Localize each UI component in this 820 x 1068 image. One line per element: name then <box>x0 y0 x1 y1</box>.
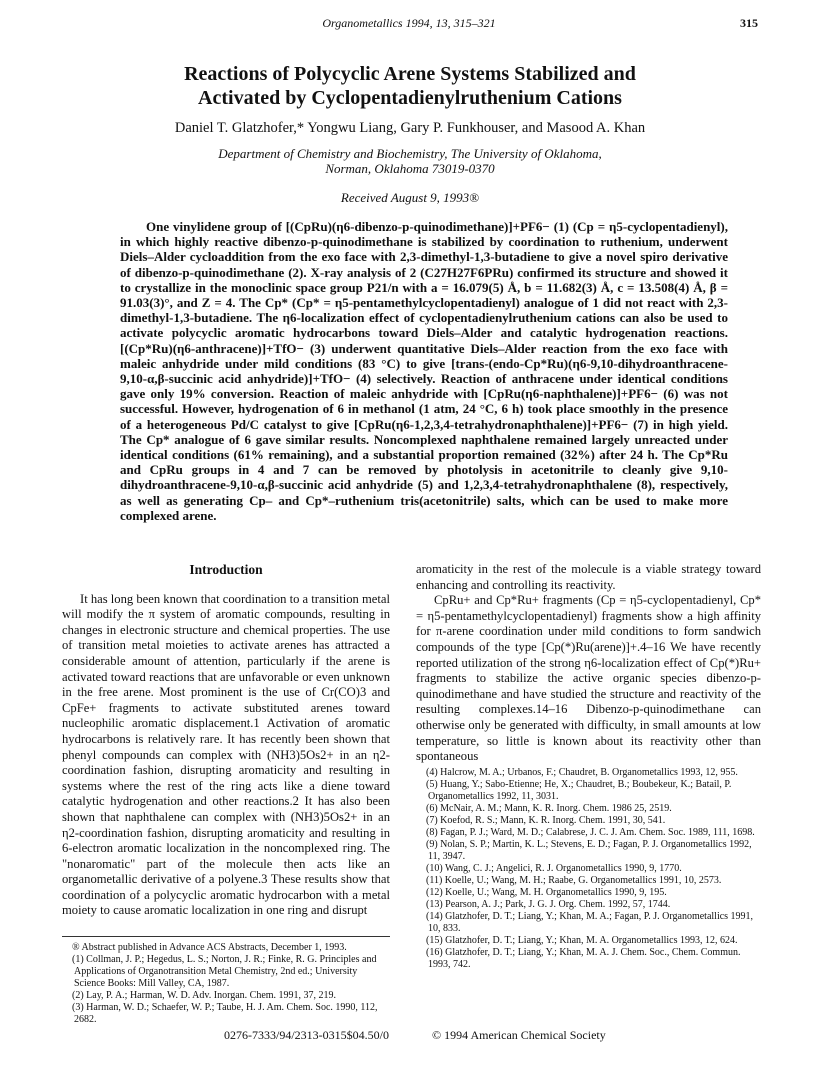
reference: (11) Koelle, U.; Wang, M. H.; Raabe, G. Organometallics 1991, 10, 2573. <box>426 875 722 886</box>
running-header <box>60 16 758 32</box>
reference: (12) Koelle, U.; Wang, M. H. Organometallics 1990, 9, 195. <box>426 887 667 898</box>
section-heading-introduction: Introduction <box>189 562 263 577</box>
reference: (7) Koefod, R. S.; Mann, K. R. Inorg. Chem. 1991, 30, 541. <box>426 815 666 826</box>
title-line-2: Activated by Cyclopentadienylruthenium Cations <box>198 87 622 109</box>
footnote: (2) Lay, P. A.; Harman, W. D. Adv. Inorgan. Chem. 1991, 37, 219. <box>72 990 337 1001</box>
reference: (6) McNair, A. M.; Mann, K. R. Inorg. Chem. 1986 25, 2519. <box>426 803 672 814</box>
copyright-notice: © 1994 American Chemical Society <box>432 1028 606 1042</box>
reference: (4) Halcrow, M. A.; Urbanos, F.; Chaudret, B. Organometallics 1993, 12, 955. <box>426 767 738 778</box>
abstract: One vinylidene group of [(CpRu)(η6-dibenzo-p-quinodimethane)]+PF6− (1) (Cp = η5-cyclopentadienyl), in which highly reactive dibenzo-p-quinodimethane is stabilized by coordination to ruthenium, underwent Diels–Alder cycloaddition from the exo face with 2,3-dimethyl-1,3-butadiene to give a novel spiro derivative of dibenzo-p-quinodimethane (2). X-ray analysis of 2 (C27H27F6PRu) confirmed its structure and showed it to crystallize in the monoclinic space group P21/n with a = 16.079(5) Å, b = 11.682(3) Å, c = 13.508(4) Å, β = 91.03(3)°, and Z = 4. The Cp* (Cp* = η5-pentamethylcyclopentadienyl) analogue of 1 did not react with 2,3-dimethyl-1,3-butadiene. The η6-localization effect of cyclopentadienylruthenium cations can also be used to activate polycyclic aromatic hydrocarbons toward Diels–Alder and catalytic hydrogenation reactions. [(Cp*Ru)(η6-anthracene)]+TfO− (3) underwent quantitative Diels–Alder reaction from the exo face with maleic anhydride under mild conditions (83 °C) to give [trans-(endo-Cp*Ru)(η6-9,10-dihydroanthracene-9,10-α,β-succinic acid anhydride)]+TfO− (4) selectively. Reaction of anthracene under identical conditions gave only 19% conversion. Reaction of maleic anhydride with [CpRu(η6-naphthalene)]+PF6− (6) was not successful. However, hydrogenation of 6 in methanol (1 atm, 24 °C, 6 h) took place smoothly in the presence of a heterogeneous Pd/C catalyst to give [CpRu(η6-1,2,3,4-tetrahydronaphthalene)]+PF6− (7) in high yield. The Cp* analogue of 6 gave similar results. Noncomplexed naphthalene remained largely unreacted under identical conditions (61% remaining), and a substantial proportion remained (32%) after 24 h. The Cp*Ru and CpRu groups in 4 and 7 can be removed by photolysis in acetonitrile to cleanly give 9,10-dihydroanthracene-9,10-α,β-succinic acid anhydride (5) and 1,2,3,4-tetrahydronaphthalene (8), respectively, as well as generating Cp– and Cp*–ruthenium tris(acetonitrile) salts, which can be used to make more complexed arene. <box>120 219 728 523</box>
reference: (9) Nolan, S. P.; Martin, K. L.; Stevens, E. D.; Fagan, P. J. Organometallics 1992, 11, 3947. <box>426 839 752 862</box>
affiliation <box>60 146 760 176</box>
page-number: 315 <box>740 16 758 30</box>
reference: (10) Wang, C. J.; Angelici, R. J. Organometallics 1990, 9, 1770. <box>426 863 682 874</box>
affiliation-line-1: Department of Chemistry and Biochemistry, The University of Oklahoma, <box>218 146 602 161</box>
footnote: (3) Harman, W. D.; Schaefer, W. P.; Taube, H. J. Am. Chem. Soc. 1990, 112, 2682. <box>72 1002 378 1025</box>
reference: (5) Huang, Y.; Sabo-Etienne; He, X.; Chaudret, B.; Boubekeur, K.; Batail, P. Organometallics 1992, 11, 3031. <box>426 779 732 802</box>
reference: (15) Glatzhofer, D. T.; Liang, Y.; Khan, M. A. Organometallics 1993, 12, 624. <box>426 935 738 946</box>
body-paragraph: It has long been known that coordination to a transition metal will modify the π system of aromatic compounds, resulting in changes in electronic structure and chemical properties. The use of transition metal moieties to activate arenes has attracted a considerable amount of attention, particularly if the arene is activated toward reactions that are unfavorable or even unknown in the free arene. Most prominent is the use of Cr(CO)3 and CpFe+ fragments to activate substituted arenes toward nucleophilic aromatic displacement.1 Activation of aromatic hydrocarbons is relatively rare. It has recently been shown that phenyl compounds can complex with (NH3)5Os2+ in an η2-coordination fashion, disrupting aromaticity and resulting in systems where the rest of the ring acts like a diene toward catalytic hydrogenation and other reactions.2 It has also been shown that naphthalene can complex with (NH3)5Os2+ in an η2-coordination fashion, disrupting aromaticity and resulting in 6-electron aromatic localization in the noncomplexed ring. The "nonaromatic" part of the molecule then acts like an organometallic derivative of a polyene.3 These results show that coordination of a polycyclic aromatic hydrocarbon with a metal moiety to cause aromatic localization in one ring and disrupt <box>62 591 390 918</box>
page-footer <box>0 1028 820 1044</box>
footnote: (1) Collman, J. P.; Hegedus, L. S.; Norton, J. R.; Finke, R. G. Principles and Applications of Organotransition Metal Chemistry, 2nd ed.; University Science Books: Mill Valley, CA, 1987. <box>72 954 377 989</box>
reference: (16) Glatzhofer, D. T.; Liang, Y.; Khan, M. A. J. Chem. Soc., Chem. Commun. 1993, 742. <box>426 947 741 970</box>
paper-title <box>70 62 750 110</box>
received-date: Received August 9, 1993® <box>340 190 480 205</box>
body-paragraph: CpRu+ and Cp*Ru+ fragments (Cp = η5-cyclopentadienyl, Cp* = η5-pentamethylcyclopentadienyl) fragments show a high affinity for π-arene coordination under mild conditions to form sandwich compounds of the type [Cp(*)Ru(arene)]+.4–16 We have recently reported utilization of the strong η6-localization effect of Cp(*)Ru+ fragments to stabilize the active organic species dibenzo-p-quinodimethane and have studied the structure and reactivity of the resulting complexes.14–16 Dibenzo-p-quinodimethane can otherwise only be generated with difficulty, in small amounts at low temperature, so little is known about its reactivity other than spontaneous <box>416 593 761 764</box>
author-list: Daniel T. Glatzhofer,* Yongwu Liang, Gary P. Funkhouser, and Masood A. Khan <box>174 120 646 136</box>
affiliation-line-2: Norman, Oklahoma 73019-0370 <box>325 161 495 176</box>
reference: (8) Fagan, P. J.; Ward, M. D.; Calabrese, J. C. J. Am. Chem. Soc. 1989, 111, 1698. <box>426 827 755 838</box>
title-line-1: Reactions of Polycyclic Arene Systems Stabilized and <box>184 63 636 85</box>
footnotes-left <box>62 936 390 1026</box>
article-code: 0276-7333/94/2313-0315$04.50/0 <box>224 1028 389 1042</box>
reference: (13) Pearson, A. J.; Park, J. G. J. Org. Chem. 1992, 57, 1744. <box>426 899 671 910</box>
journal-citation: Organometallics 1994, 13, 315–321 <box>322 16 496 30</box>
footnote: ® Abstract published in Advance ACS Abstracts, December 1, 1993. <box>72 942 347 953</box>
right-column <box>416 562 761 765</box>
left-column <box>62 562 390 919</box>
reference: (14) Glatzhofer, D. T.; Liang, Y.; Khan, M. A.; Fagan, P. J. Organometallics 1991, 10, 833. <box>426 911 754 934</box>
footnotes-right <box>416 767 761 971</box>
body-paragraph: aromaticity in the rest of the molecule is a viable strategy toward enhancing and controlling its reactivity. <box>416 562 761 592</box>
